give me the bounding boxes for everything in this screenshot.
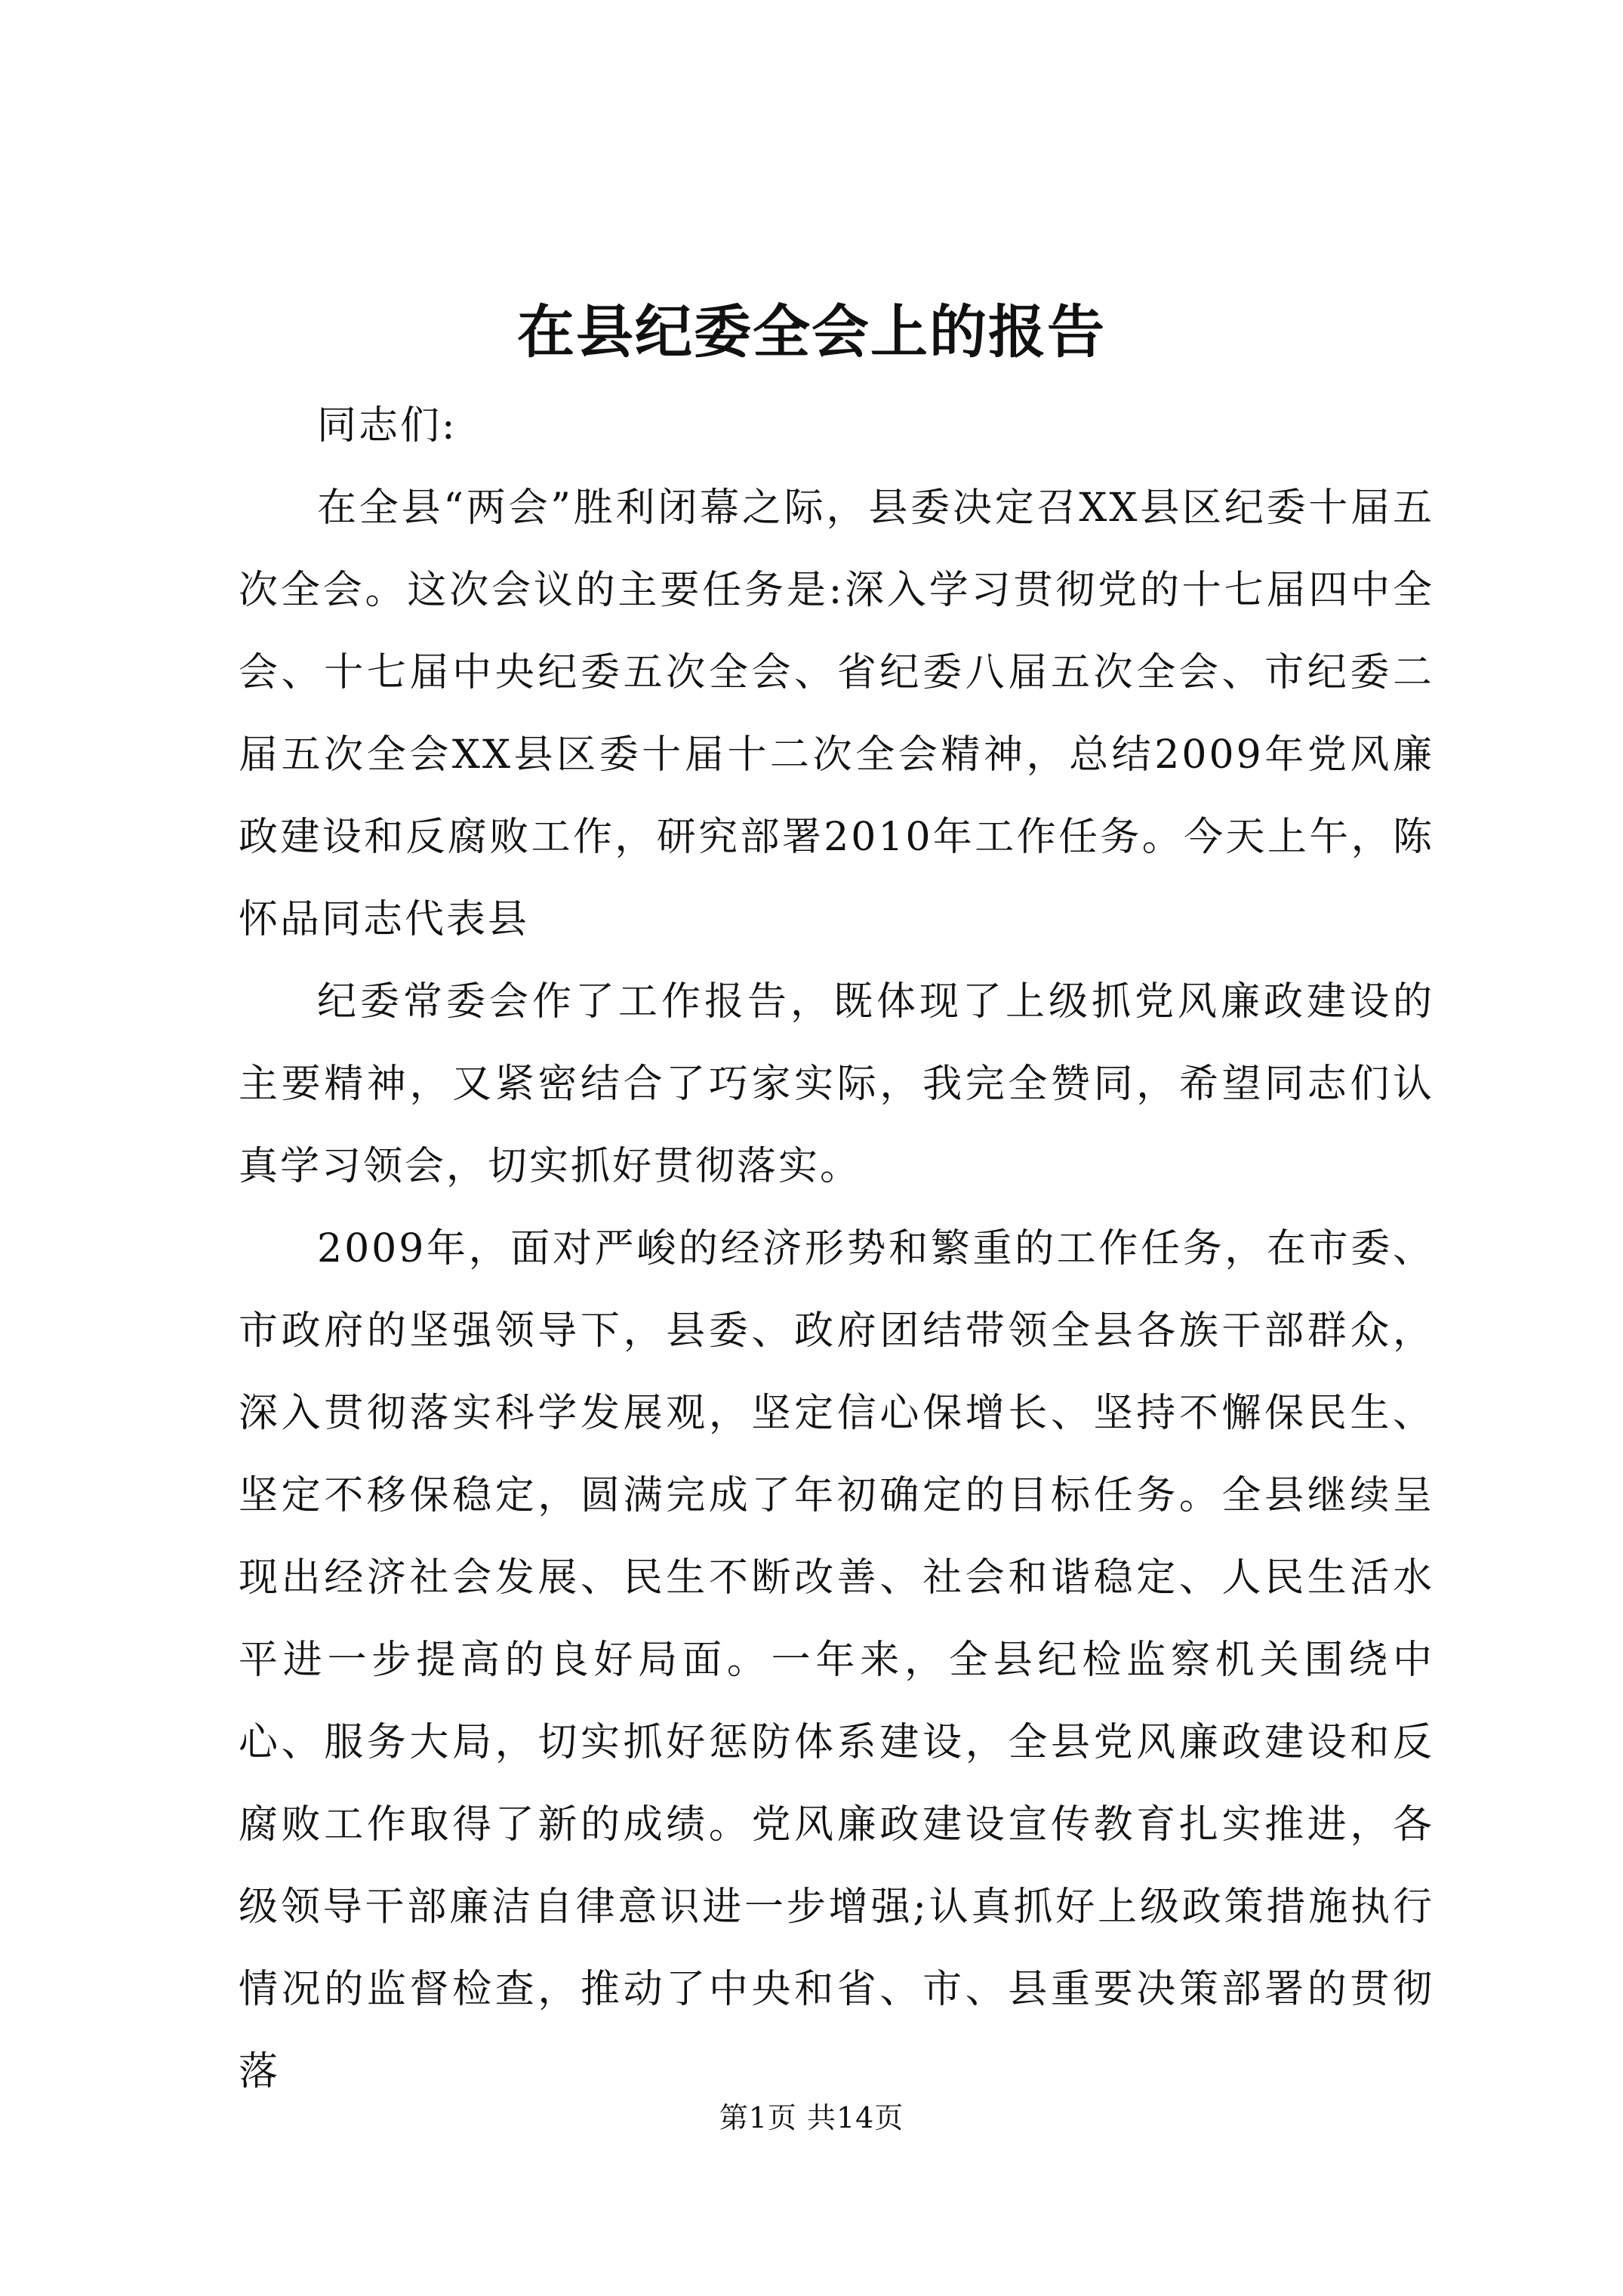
document-body xyxy=(239,385,1434,2113)
page-footer: 第1页 共14页 xyxy=(719,2101,904,2134)
paragraph-2: 纪委常委会作了工作报告，既体现了上级抓党风廉政建设的主要精神，又紧密结合了巧家实际，我完全赞同，希望同志们认真学习领会，切实抓好贯彻落实。 xyxy=(239,979,1434,1189)
paragraph-3: 2009年，面对严峻的经济形势和繁重的工作任务，在市委、市政府的坚强领导下，县委、政府团结带领全县各族干部群众，深入贯彻落实科学发展观，坚定信心保增长、坚持不懈保民生、坚定不移保稳定，圆满完成了年初确定的目标任务。全县继续呈现出经济社会发展、民生不断改善、社会和谐稳定、人民生活水平进一步提高的良好局面。一年来，全县纪检监察机关围绕中心、服务大局，切实抓好惩防体系建设，全县党风廉政建设和反腐败工作取得了新的成绩。党风廉政建设宣传教育扎实推进，各级领导干部廉洁自律意识进一步增强;认真抓好上级政策措施执行情况的监督检查，推动了中央和省、市、县重要决策部署的贯彻落 xyxy=(239,1226,1434,2094)
paragraph-1: 在全县“两会”胜利闭幕之际，县委决定召XX县区纪委十届五次全会。这次会议的主要任务是:深入学习贯彻党的十七届四中全会、十七届中央纪委五次全会、省纪委八届五次全会、市纪委二届五次全会XX县区委十届十二次全会精神，总结2009年党风廉政建设和反腐败工作，研究部署2010年工作任务。今天上午，陈怀品同志代表县 xyxy=(239,485,1434,942)
page-title: 在县纪委全会上的报告 xyxy=(517,298,1106,365)
salutation: 同志们: xyxy=(317,403,457,448)
